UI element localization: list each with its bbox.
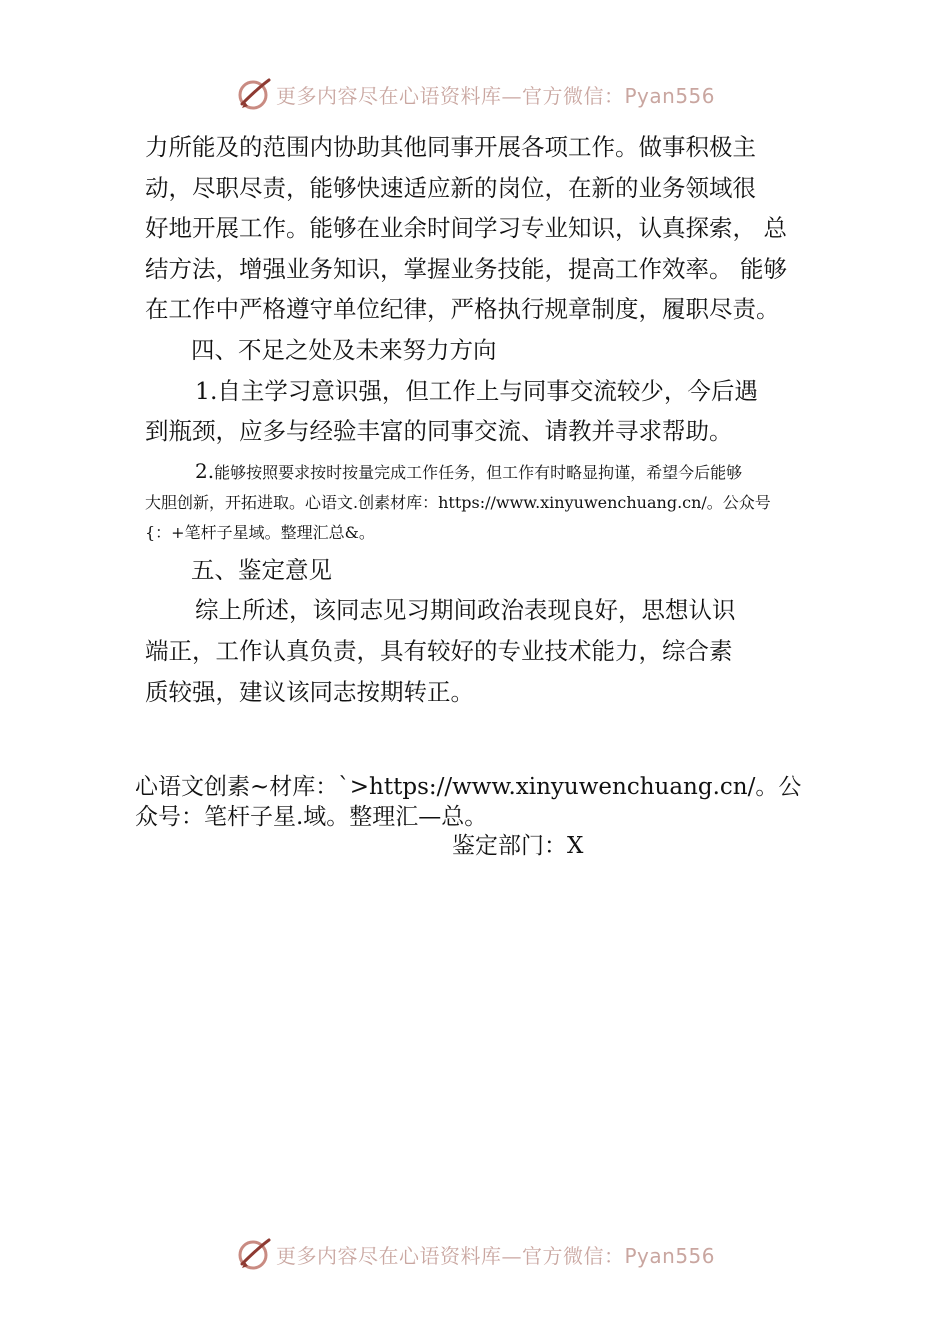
text-line: 好地开展工作。能够在业余时间学习专业知识，认真探索， 总 [145, 214, 787, 243]
banner-text: 更多内容尽在心语资料库—官方微信：Pyan556 [276, 83, 716, 108]
header-banner [236, 72, 756, 116]
text-line: 在工作中严格遵守单位纪律，严格执行规章制度，履职尽责。 [145, 295, 780, 324]
section-heading-5: 五、鉴定意见 [191, 555, 332, 584]
banner-text: 更多内容尽在心语资料库—官方微信：Pyan556 [276, 1243, 716, 1268]
text-line: 动，尽职尽责，能够快速适应新的岗位，在新的业务领域很 [145, 173, 756, 202]
text-line: {：+笔杆子星域。整理汇总&。 [145, 522, 375, 542]
text-line: 1.自主学习意识强，但工作上与同事交流较少，今后遇 [195, 376, 758, 405]
text-line: 心语文创素~材库：`>https://www.xinyuwenchuang.cn/。公 [135, 774, 802, 800]
text-line: 2.能够按照要求按时按量完成工作任务，但工作有时略显拘谨，希望今后能够 [195, 458, 743, 483]
brush-logo-icon [236, 1236, 272, 1272]
brush-logo-icon [236, 76, 272, 112]
appraisal-conclusion [145, 590, 835, 712]
text-line: 众号：笔杆子星.域。整理汇—总。 [135, 804, 488, 830]
text-line: 力所能及的范围内协助其他同事开展各项工作。做事积极主 [145, 133, 756, 161]
text-line: 端正，工作认真负责，具有较好的专业技术能力，综合素 [145, 636, 733, 665]
text-line: 结方法，增强业务知识，掌握业务技能，提高工作效率。 能够 [145, 254, 787, 283]
footer-banner [236, 1232, 756, 1276]
text-line: 大胆创新，开拓进取。心语文.创素材库：https://www.xinyuwenchuang.cn/。公众号 [145, 492, 771, 512]
paragraph-work-attitude [145, 127, 835, 330]
improvement-item-1 [145, 371, 835, 452]
text-line: 质较强，建议该同志按期转正。 [145, 677, 474, 706]
text-line: 综上所述，该同志见习期间政治表现良好，思想认识 [195, 596, 736, 625]
source-note [135, 772, 835, 832]
document-body [145, 127, 835, 712]
improvement-item-2 [145, 452, 835, 550]
text-line: 到瓶颈，应多与经验丰富的同事交流、请教并寻求帮助。 [145, 417, 733, 446]
section-heading-4: 四、不足之处及未来努力方向 [191, 335, 497, 364]
appraisal-department: 鉴定部门：X [452, 833, 584, 859]
